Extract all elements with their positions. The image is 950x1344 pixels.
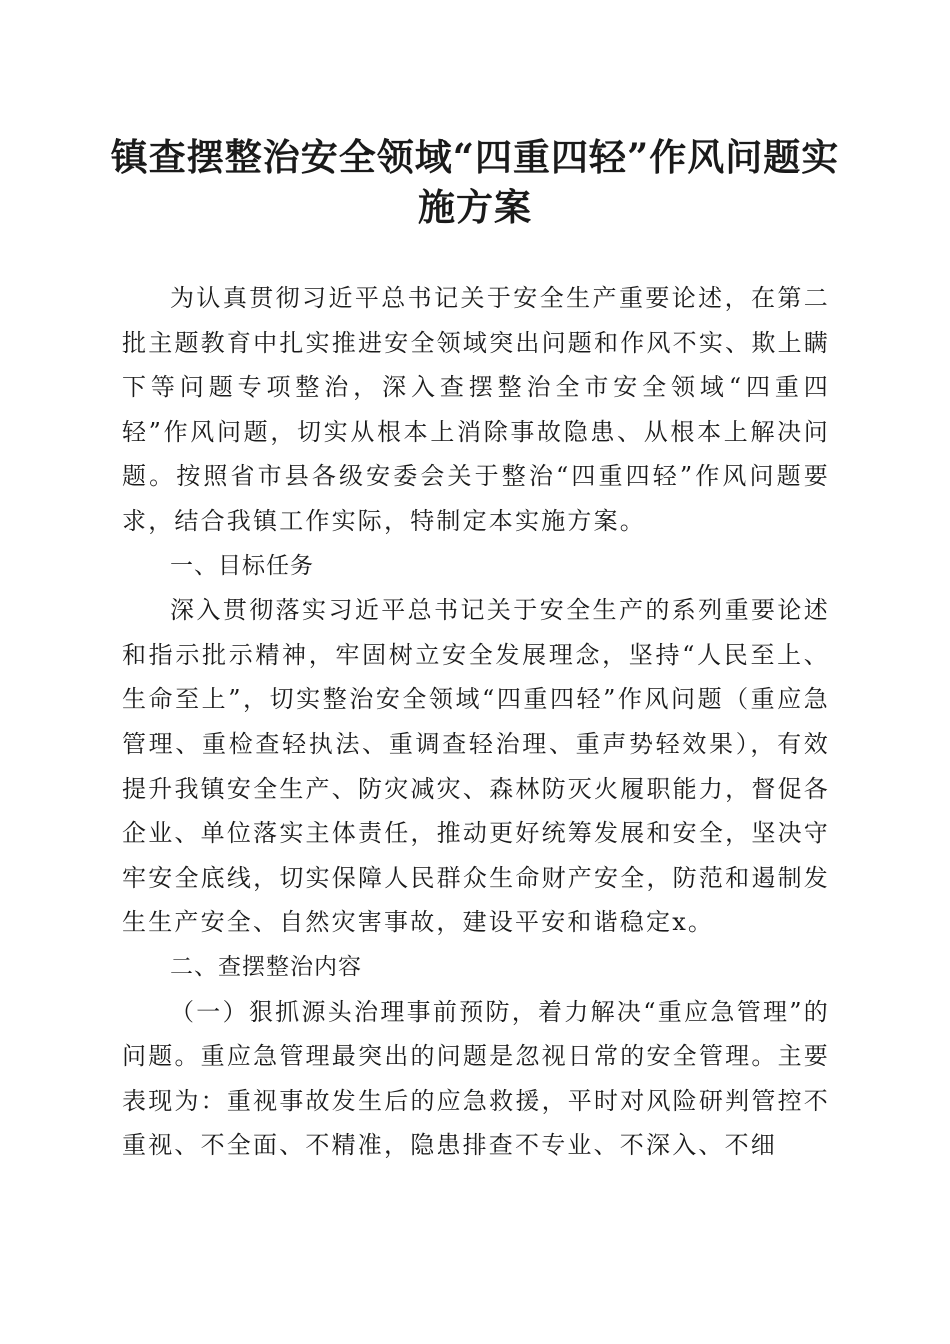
- rectification-paragraph: （一）狠抓源头治理事前预防，着力解决“重应急管理”的问题。重应急管理最突出的问题是忽视日常的安全管理。主要表现为：重视事故发生后的应急救援，平时对风险研判管控不重视、不全面、不精准，隐患排查不专业、不深入、不细: [122, 997, 830, 1160]
- section-heading-rectification: 二、查摆整治内容: [170, 953, 362, 980]
- section-heading-objectives: 一、目标任务: [170, 552, 314, 579]
- document-title: 镇查摆整治安全领域“四重四轻”作风问题实施方案: [110, 135, 840, 229]
- intro-paragraph: 为认真贯彻习近平总书记关于安全生产重要论述，在第二批主题教育中扎实推进安全领域突出问题和作风不实、欺上瞒下等问题专项整治，深入查摆整治全市安全领域“四重四轻”作风问题，切实从根本上消除事故隐患、从根本上解决问题。按照省市县各级安委会关于整治“四重四轻”作风问题要求，结合我镇工作实际，特制定本实施方案。: [122, 284, 830, 535]
- objectives-paragraph: 深入贯彻落实习近平总书记关于安全生产的系列重要论述和指示批示精神，牢固树立安全发展理念，坚持“人民至上、生命至上”，切实整治安全领域“四重四轻”作风问题（重应急管理、重检查轻执法、重调查轻治理、重声势轻效果），有效提升我镇安全生产、防灾减灾、森林防灭火履职能力，督促各企业、单位落实主体责任，推动更好统筹发展和安全，坚决守牢安全底线，切实保障人民群众生命财产安全，防范和遏制发生生产安全、自然灾害事故，建设平安和谐稳定x。: [122, 596, 830, 937]
- document-body: [122, 276, 830, 1168]
